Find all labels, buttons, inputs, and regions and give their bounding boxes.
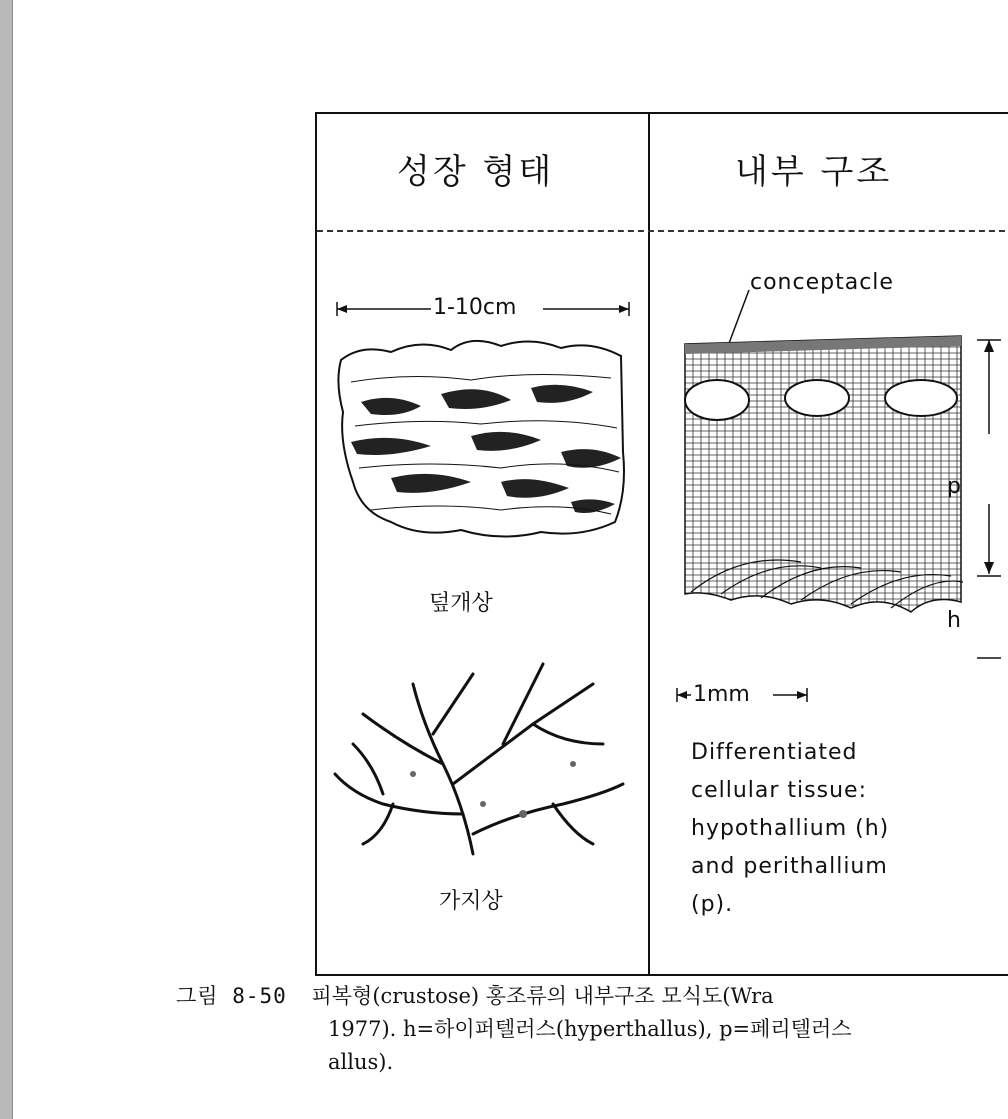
internal-structure-illustration [681, 332, 971, 662]
scale-label-left: 1-10cm [433, 295, 517, 320]
description-line: (p). [691, 892, 734, 917]
crustose-illustration [331, 332, 631, 544]
branched-form-label: 가지상 [439, 889, 503, 914]
crustose-form-label: 덮개상 [429, 591, 493, 616]
scale-label-right: 1mm [693, 682, 750, 707]
column-divider [648, 114, 650, 974]
figure-number: 그림 8-50 [176, 984, 287, 1008]
header-divider [317, 230, 1008, 232]
figure-caption [176, 980, 1008, 1079]
caption-line-1: 피복형(crustose) 홍조류의 내부구조 모식도(Wra [311, 984, 774, 1008]
description-line: Differentiated [691, 740, 858, 765]
structure-description [691, 734, 889, 924]
branched-illustration [323, 644, 635, 874]
caption-line-3: allus). [328, 1050, 394, 1074]
h-label: h [947, 608, 961, 633]
figure-table [315, 112, 1008, 976]
conceptacle-label: conceptacle [750, 270, 894, 295]
p-h-dimension-bar [971, 334, 1008, 664]
window-edge [0, 0, 13, 1119]
header-growth-form: 성장 형태 [397, 152, 555, 192]
description-line: hypothallium (h) [691, 816, 890, 841]
description-line: and perithallium [691, 854, 888, 879]
p-label: p [947, 474, 961, 499]
caption-line-2: 1977). h=하이퍼텔러스(hyperthallus), p=페리텔러스 [328, 1017, 852, 1041]
description-line: cellular tissue: [691, 778, 867, 803]
header-internal-structure: 내부 구조 [735, 152, 893, 192]
